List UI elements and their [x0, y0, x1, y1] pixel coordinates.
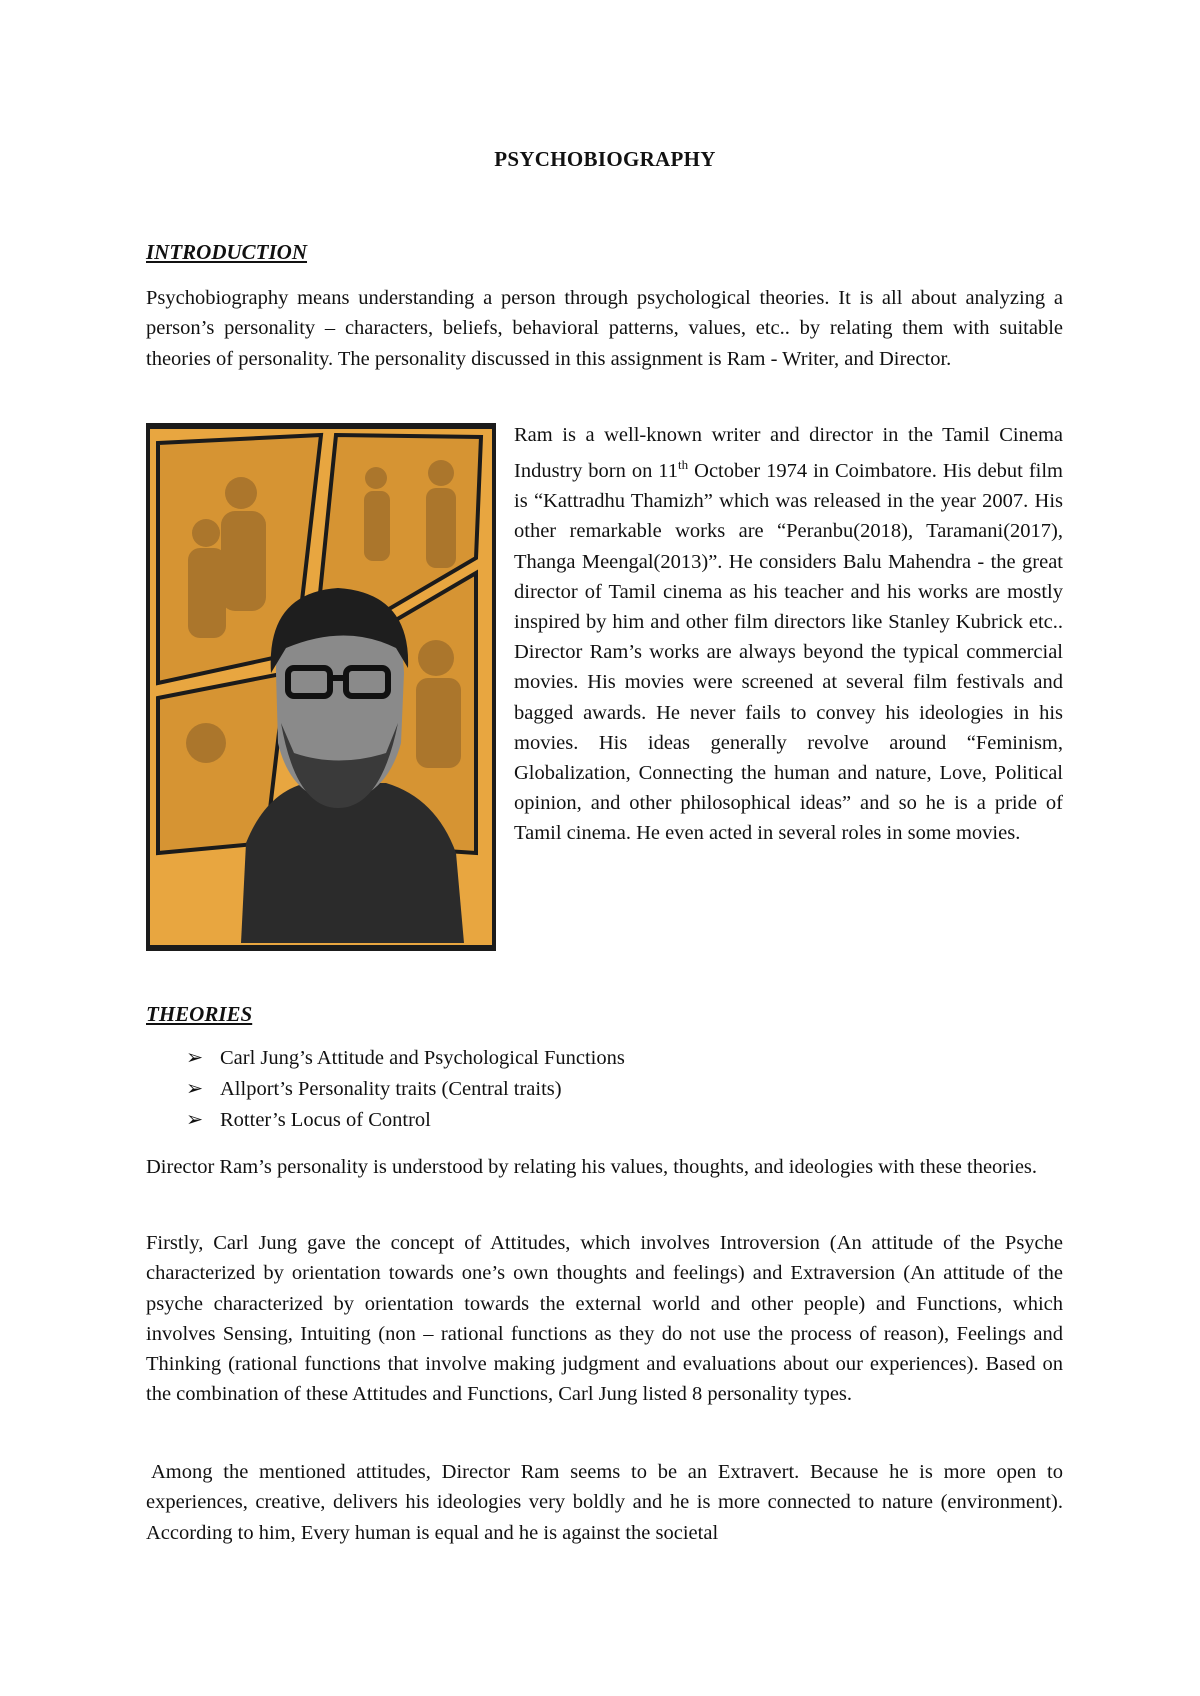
theories-list: [186, 1043, 625, 1136]
paragraph: Among the mentioned attitudes, Director Ram seems to be an Extravert. Because he is more open to experiences, creative, delivers his ideologies very boldly and he is more connected to nature (environment). According to him, Every human is equal and he is against the societal: [146, 1461, 1063, 1544]
arrow-bullet-icon: ➢: [186, 1078, 204, 1100]
ordinal-suffix: th: [678, 457, 689, 473]
director-poster-image: [146, 423, 496, 951]
introduction-paragraph: Psychobiography means understanding a person through psychological theories. It is all about analyzing a person’s personality – characters, beliefs, behavioral patterns, values, etc.. by relating them with suitable theories of personality. The personality discussed in this assignment is Ram - Writer, and Director.: [146, 287, 1063, 370]
arrow-bullet-icon: ➢: [186, 1047, 204, 1069]
list-item: [186, 1105, 625, 1136]
introduction-heading: INTRODUCTION: [146, 240, 308, 264]
list-item: [186, 1074, 625, 1105]
theory-label: Carl Jung’s Attitude and Psychological Functions: [220, 1047, 625, 1069]
list-item: [186, 1043, 625, 1074]
theories-heading: THEORIES: [146, 1002, 253, 1026]
arrow-bullet-icon: ➢: [186, 1109, 204, 1131]
document-title: PSYCHOBIOGRAPHY: [494, 147, 716, 171]
biography-paragraph: [514, 420, 1063, 849]
bio-text-start: Ram is a well-known writer and director in the Tamil Cinema Industry born on 11: [514, 424, 1063, 483]
bio-text-rest: October 1974 in Coimbatore. His debut film is “Kattradhu Thamizh” which was released in the year 2007. His other remarkable works are “Peranbu(2018), Taramani(2017), Thanga Meengal(2013)”. He considers Balu Mahendra - the great director of Tamil cinema as his teacher and his works are mostly inspired by him and other film directors like Stanley Kubrick etc.. Director Ram’s works are always beyond the typical commercial movies. His movies were screened at several film festivals and bagged awards. He never fails to convey his ideologies in his movies. His ideas generally revolve around “Feminism, Globalization, Connecting the human and nature, Love, Political opinion, and other philosophical ideas” and so he is a pride of Tamil cinema. He even acted in several roles in some movies.: [514, 460, 1063, 845]
theory-label: Rotter’s Locus of Control: [220, 1109, 431, 1131]
theory-label: Allport’s Personality traits (Central traits): [220, 1078, 562, 1100]
paragraph: Director Ram’s personality is understood by relating his values, thoughts, and ideologies with these theories.: [146, 1156, 1038, 1178]
paragraph: Firstly, Carl Jung gave the concept of Attitudes, which involves Introversion (An attitude of the Psyche characterized by orientation towards one’s own thoughts and feelings) and Extraversion (An attitude of the psyche characterized by orientation towards the external world and other people) and Functions, which involves Sensing, Intuiting (non – rational functions as they do not use the process of reason), Feelings and Thinking (rational functions that involve making judgment and evaluations about our experiences). Based on the combination of these Attitudes and Functions, Carl Jung listed 8 personality types.: [146, 1232, 1063, 1406]
